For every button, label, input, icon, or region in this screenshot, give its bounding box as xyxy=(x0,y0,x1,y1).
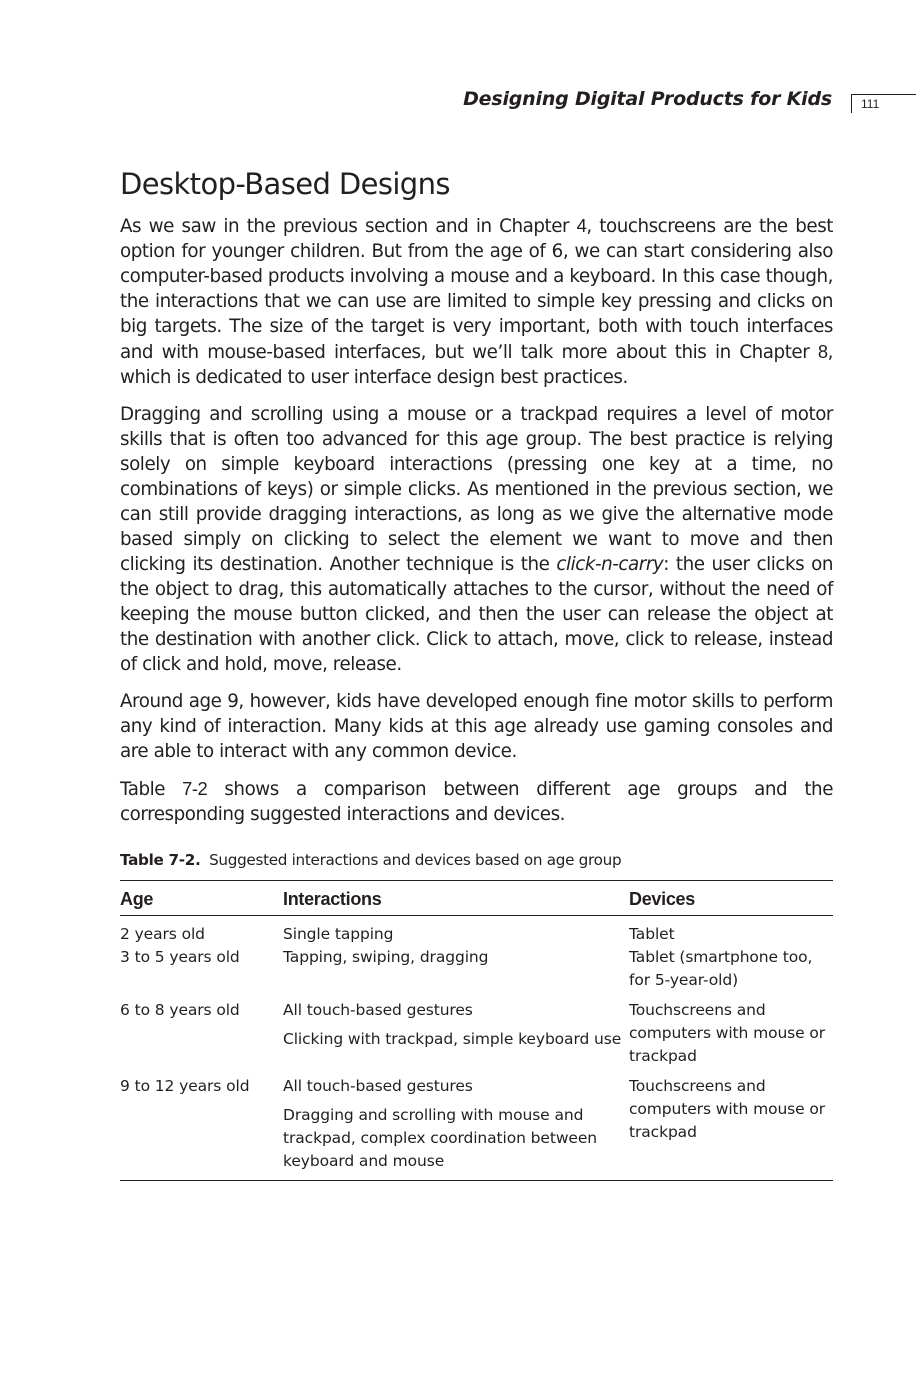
header-interactions: Interactions xyxy=(283,881,629,916)
age-interactions-table xyxy=(120,880,833,1181)
cell-age: 3 to 5 years old xyxy=(120,948,240,966)
table-row xyxy=(120,916,833,947)
paragraph-1-text-c: , which is dedicated to user interface design best practices. xyxy=(120,342,833,388)
paragraph-4 xyxy=(120,776,833,827)
chapter-4-reference[interactable]: 4 xyxy=(576,215,587,236)
interaction-item: Tapping, swiping, dragging xyxy=(283,948,489,966)
table-7-2-reference[interactable]: 7-2 xyxy=(182,778,208,799)
cell-interactions xyxy=(283,916,629,947)
paragraph-2 xyxy=(120,402,833,677)
header-age: Age xyxy=(120,881,283,916)
interaction-item: Single tapping xyxy=(283,925,394,943)
paragraph-4-text-b: shows a comparison between different age groups and the corresponding suggested interactions and devices. xyxy=(120,779,833,825)
paragraph-1-text-a: As we saw in the previous section and in Chapter xyxy=(120,216,577,237)
main-content xyxy=(120,164,833,839)
interaction-item: All touch-based gestures xyxy=(283,1077,473,1095)
paragraph-1-text-b: , touchscreens are the best option for younger children. But from the age of 6, we can start considering also computer-based products involving a mouse and a keyboard. In this case though, the interactions that we can use are limited to simple key pressing and clicks on big targets. The size of the target is very important, both with touch interfaces and with mouse-based interfaces, but we’ll talk more about this in Chapter xyxy=(120,216,833,363)
running-head xyxy=(0,88,916,114)
cell-interactions xyxy=(283,999,629,1075)
cell-age: 9 to 12 years old xyxy=(120,1077,250,1095)
paragraph-3: Around age 9, however, kids have developed enough fine motor skills to perform any kind of interaction. Many kids at this age already use gaming consoles and are able to interact with any common device. xyxy=(120,691,833,762)
paragraph-2-text-a: Dragging and scrolling using a mouse or a trackpad requires a level of motor skills that is often too advanced for this age group. The best practice is relying solely on simple keyboard interactions (pressing one key at a time, no combinations of keys) or simple clicks. As mentioned in the previous section, we can still provide dragging interactions, as long as we give the alternative mode based simply on clicking to select the element we want to move and then clicking its destination. Another technique is the xyxy=(120,404,833,575)
click-n-carry-term: click-n-carry xyxy=(556,554,664,575)
table-caption-text: Suggested interactions and devices based on age group xyxy=(209,851,622,869)
cell-interactions xyxy=(283,946,629,999)
paragraph-4-text-a: Table xyxy=(120,779,183,800)
chapter-8-reference[interactable]: 8 xyxy=(817,341,828,362)
cell-devices: Tablet xyxy=(629,925,675,943)
table-caption-label: Table 7-2. xyxy=(120,851,201,869)
running-title: Designing Digital Products for Kids xyxy=(463,88,832,110)
cell-age: 6 to 8 years old xyxy=(120,1001,240,1019)
interaction-item: Dragging and scrolling with mouse and trackpad, complex coordination between keyboard and mouse xyxy=(283,1106,597,1170)
interaction-item: All touch-based gestures xyxy=(283,1001,473,1019)
page-number-box xyxy=(851,94,916,113)
paragraph-1 xyxy=(120,213,833,390)
table-row xyxy=(120,999,833,1075)
paragraph-2-text-b: : the user clicks on the object to drag, this automatically attaches to the cursor, without the need of keeping the mouse button clicked, and then the user can release the object at the destination with another click. Click to attach, move, click to release, instead of click and hold, move, release. xyxy=(120,554,833,675)
cell-devices: Touchscreens and computers with mouse or trackpad xyxy=(629,1077,826,1141)
page-number: 111 xyxy=(861,97,880,111)
cell-interactions xyxy=(283,1075,629,1181)
cell-devices: Touchscreens and computers with mouse or trackpad xyxy=(629,1001,826,1065)
table-row xyxy=(120,1075,833,1181)
table-row xyxy=(120,946,833,999)
header-devices: Devices xyxy=(629,881,833,916)
table-caption xyxy=(120,851,833,869)
interaction-item: Clicking with trackpad, simple keyboard use xyxy=(283,1030,622,1048)
table-header-row xyxy=(120,881,833,916)
section-title: Desktop-Based Designs xyxy=(120,167,450,201)
cell-age: 2 years old xyxy=(120,925,205,943)
cell-devices: Tablet (smartphone too, for 5-year-old) xyxy=(629,948,813,989)
